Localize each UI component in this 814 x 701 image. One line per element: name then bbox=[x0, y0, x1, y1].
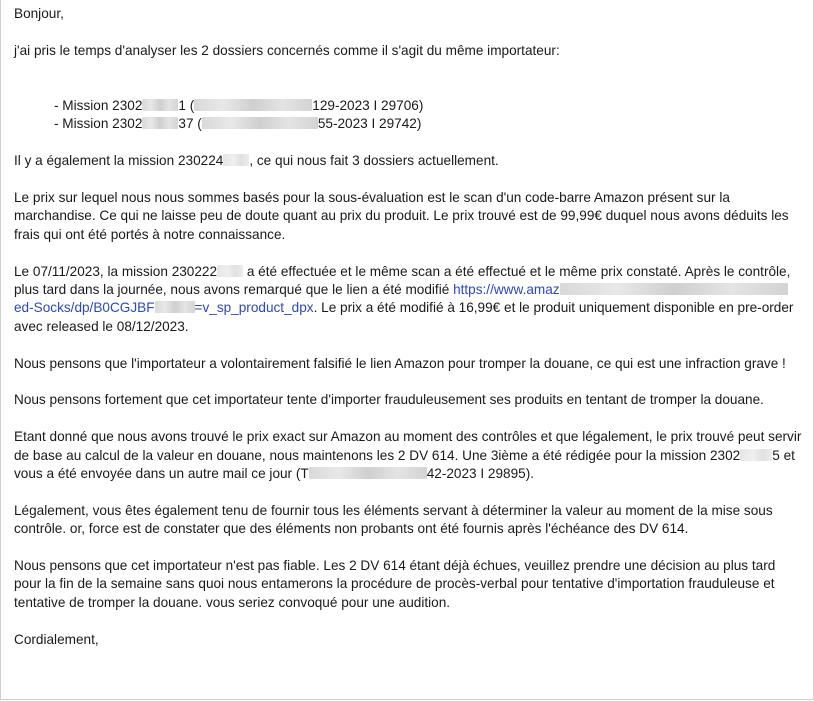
change-text-end: . Le prix a été modifié à 16,99€ et le produit uniquement disponible en pre-order avec released le 08/12/2023. bbox=[14, 300, 794, 334]
redacted-block bbox=[740, 449, 772, 461]
redacted-block bbox=[142, 117, 178, 129]
third-mission-text-end: , ce qui nous fait 3 dossiers actuellement. bbox=[249, 153, 499, 169]
mission-item bbox=[54, 115, 804, 133]
link-change-paragraph bbox=[14, 263, 804, 337]
price-paragraph: Le prix sur lequel nous nous sommes basés pour la sous-évaluation est le scan d'un code-barre Amazon présent sur la marchandise. Ce qui ne laisse peu de doute quant au prix du produit. Le prix trouvé est de 99,99€ duquel nous avons déduits les frais qui ont été portés à notre connaissance. bbox=[14, 190, 789, 242]
decision-paragraph: Nous pensons que cet importateur n'est pas fiable. Les 2 DV 614 étant déjà échues, veuillez prendre une décision au plus tard pour la fin de la semaine sans quoi nous entamerons la procédure de procès-verbal pour tentative d'importation frauduleuse et tentative de tromper la douane. vous seriez convoqué pour une audition. bbox=[14, 558, 776, 610]
third-mission-text: Il y a également la mission 230224 bbox=[14, 153, 224, 169]
redacted-block bbox=[560, 283, 788, 295]
redacted-block bbox=[155, 301, 195, 313]
mission-ref-open: 1 ( bbox=[178, 98, 195, 113]
maintain-text-start: Etant donné que nous avons trouvé le prix exact sur Amazon au moment des contrôles et que légalement, le prix trouvé peut servir de base au calcul de la valeur en douane, nous maintenons les 2 DV 614. Une 3ième a été rédigée pour la mission 2302 bbox=[14, 429, 802, 463]
redacted-block bbox=[194, 99, 312, 111]
falsified-paragraph: Nous pensons que l'importateur a volontairement falsifié le lien Amazon pour tromper la douane, ce qui est une infraction grave ! bbox=[14, 355, 786, 371]
fraud-paragraph: Nous pensons fortement que cet importateur tente d'importer frauduleusement ses produits en tentant de tromper la douane. bbox=[14, 392, 764, 408]
third-mission-paragraph bbox=[14, 152, 804, 170]
redacted-block bbox=[309, 467, 427, 479]
link-part[interactable]: =v_sp_product_dpx bbox=[194, 300, 314, 316]
closing: Cordialement, bbox=[14, 631, 99, 647]
link-part[interactable]: https://www.amaz bbox=[453, 282, 560, 298]
change-text-middle: a été effectuée et le même scan a été effectué et le même prix constaté. Après le contrôle, plus tard dans la journée, nous avons remarqué que le lien a été modifié bbox=[14, 263, 791, 298]
maintain-text-end: 42-2023 I 29895). bbox=[426, 466, 535, 482]
mission-list bbox=[54, 79, 804, 134]
intro-paragraph: j'ai pris le temps d'analyser les 2 dossiers concernés comme il s'agit du même importateur: bbox=[14, 42, 560, 58]
redacted-block bbox=[217, 265, 243, 277]
mission-ref-close: 129-2023 I 29706) bbox=[312, 98, 424, 113]
redacted-block bbox=[202, 117, 318, 129]
mission-label: - Mission 2302 bbox=[54, 98, 143, 113]
greeting: Bonjour, bbox=[14, 6, 64, 21]
link-part[interactable]: ed-Socks/dp/B0CGJBF bbox=[14, 300, 155, 316]
mission-label: - Mission 2302 bbox=[54, 116, 143, 132]
mission-ref-open: 37 ( bbox=[178, 116, 202, 132]
mission-ref-close: 55-2023 I 29742) bbox=[317, 116, 422, 132]
redacted-block bbox=[223, 154, 249, 166]
change-text-start: Le 07/11/2023, la mission 230222 bbox=[14, 263, 218, 279]
mission-item bbox=[54, 97, 804, 115]
maintain-paragraph bbox=[14, 428, 804, 483]
redacted-block bbox=[142, 99, 178, 111]
legal-paragraph: Légalement, vous êtes également tenu de fournir tous les éléments servant à déterminer la valeur au moment de la mise sous contrôle. or, force est de constater que des éléments non probants ont été fournis après l'échéance des DV 614. bbox=[14, 502, 773, 537]
maintain-text-middle: 5 et vous a été envoyée dans un autre mail ce jour (T bbox=[14, 447, 795, 482]
email-body bbox=[14, 5, 804, 667]
